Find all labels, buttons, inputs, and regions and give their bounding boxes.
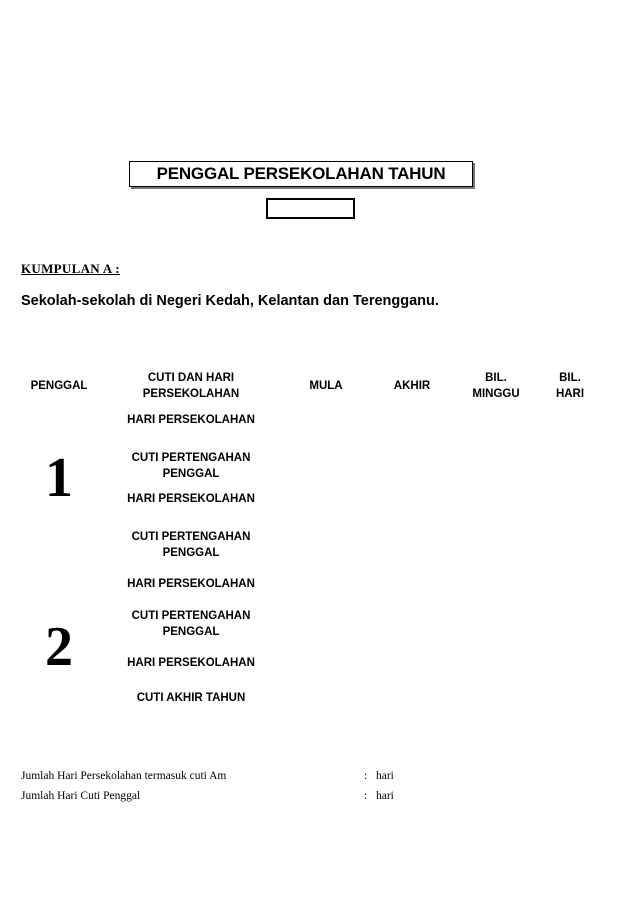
page-title-text: PENGGAL PERSEKOLAHAN TAHUN [156,164,446,183]
header-mula: MULA [309,380,343,392]
states-subtitle: Sekolah-sekolah di Negeri Kedah, Kelantan dan Terengganu. [21,293,439,309]
header-bil-minggu: BIL. MINGGU [472,372,520,400]
footer-total-school-days-label: Jumlah Hari Persekolahan termasuk cuti Am [21,770,227,782]
header-akhir: AKHIR [393,380,431,392]
header-bil-hari: BIL. HARI [555,372,585,400]
footer-separator: : [364,790,368,802]
group-label: KUMPULAN A : [21,261,120,276]
row-cuti-pertengahan: CUTI PERTENGAHAN PENGGAL [131,452,251,480]
row-hari-persekolahan: HARI PERSEKOLAHAN [127,414,255,426]
page-title [129,161,473,187]
row-cuti-akhir-tahun: CUTI AKHIR TAHUN [136,692,246,704]
row-hari-persekolahan: HARI PERSEKOLAHAN [127,578,255,590]
penggal-number-2: 2 [45,616,73,678]
penggal-number-1: 1 [45,447,73,509]
footer-unit: hari [376,790,394,802]
row-hari-persekolahan: HARI PERSEKOLAHAN [127,657,255,669]
year-input-box[interactable] [266,198,355,219]
header-penggal: PENGGAL [30,380,88,392]
footer-unit: hari [376,770,394,782]
row-hari-persekolahan: HARI PERSEKOLAHAN [127,493,255,505]
row-cuti-pertengahan: CUTI PERTENGAHAN PENGGAL [131,610,251,638]
header-cuti-dan-hari: CUTI DAN HARI PERSEKOLAHAN [142,372,240,400]
footer-total-holiday-label: Jumlah Hari Cuti Penggal [21,790,141,802]
footer-separator: : [364,770,368,782]
row-cuti-pertengahan: CUTI PERTENGAHAN PENGGAL [131,531,251,559]
